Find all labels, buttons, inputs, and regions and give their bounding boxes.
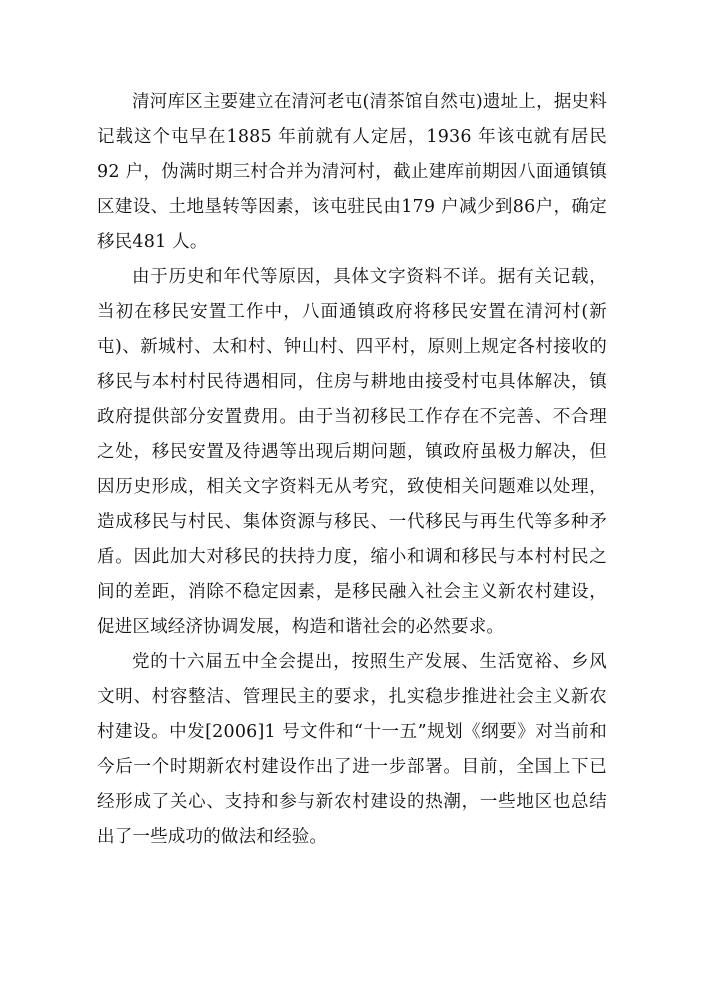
paragraph-3: 党的十六届五中全会提出，按照生产发展、生活宽裕、乡风文明、村容整洁、管理民主的要求，扎实稳步推进社会主义新农村建设。中发[2006]1 号文件和“十一五”规划《纲要》对当前和今后一个时期新农村建设作出了进一步部署。目前，全国上下已经形成了关心、支持和参与新农村建设的热潮，一些地区也总结出了一些成功的做法和经验。 [97,652,607,847]
paragraph-1: 清河库区主要建立在清河老屯(清茶馆自然屯)遗址上，据史料记载这个屯早在1885 年前就有人定居，1936 年该屯就有居民92 户，伪满时期三村合并为清河村，截止建库前期因八面通镇镇区建设、土地垦转等因素，该屯驻民由179 户减少到86户，确定移民481 人。 [97,92,607,252]
paragraph-2: 由于历史和年代等原因，具体文字资料不详。据有关记载，当初在移民安置工作中，八面通镇政府将移民安置在清河村(新屯)、新城村、太和村、钟山村、四平村，原则上规定各村接收的移民与本村村民待遇相同，住房与耕地由接受村屯具体解决，镇政府提供部分安置费用。由于当初移民工作存在不完善、不合理之处，移民安置及待遇等出现后期问题，镇政府虽极力解决，但因历史形成，相关文字资料无从考究，致使相关问题难以处理，造成移民与村民、集体资源与移民、一代移民与再生代等多种矛盾。因此加大对移民的扶持力度，缩小和调和移民与本村村民之间的差距，消除不稳定因素，是移民融入社会主义新农村建设，促进区域经济协调发展，构造和谐社会的必然要求。 [97,267,607,637]
